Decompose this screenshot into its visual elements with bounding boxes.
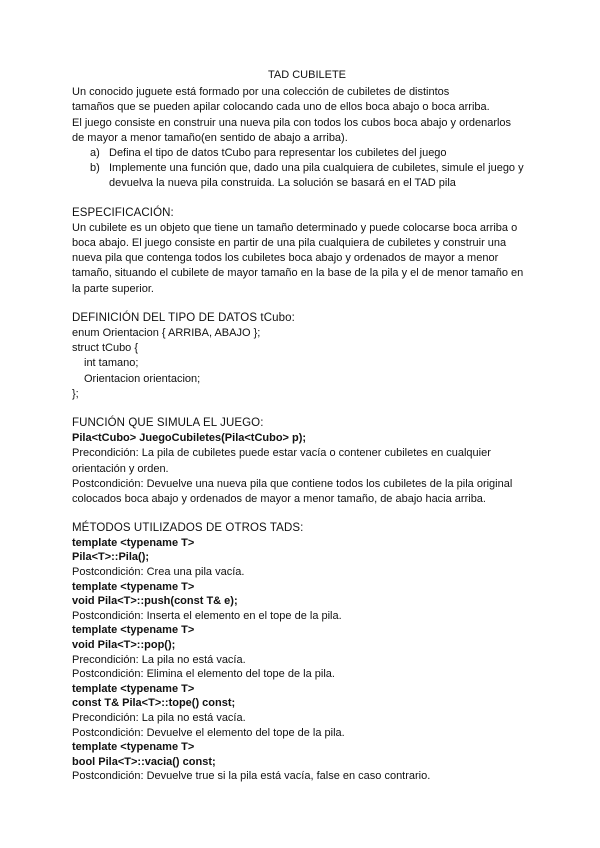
- function-signature: Pila<tCubo> JuegoCubiletes(Pila<tCubo> p);: [72, 432, 307, 445]
- method-signature-line: template <typename T>: [72, 682, 195, 695]
- task-text: Defina el tipo de datos tCubo para representar los cubiletes del juego: [109, 147, 447, 160]
- method-signature-line: void Pila<T>::push(const T& e);: [72, 595, 238, 608]
- method-signature-line: template <typename T>: [72, 580, 195, 593]
- task-marker: a): [90, 147, 100, 160]
- intro-line: Un conocido juguete está formado por una colección de cubiletes de distintos: [72, 86, 450, 99]
- method-description-line: Postcondición: Elimina el elemento del tope de la pila.: [72, 668, 335, 681]
- definicion-section: [72, 311, 542, 402]
- paragraph-line: boca abajo. El juego consiste en partir de una pila cualquiera de cubiletes y construir una: [72, 237, 507, 250]
- paragraph-line: tamaño, situando el cubilete de mayor tamaño en la base de la pila y el de menor tamaño en: [72, 267, 524, 280]
- funcion-section: [72, 416, 542, 507]
- method-description-line: Postcondición: Inserta el elemento en el tope de la pila.: [72, 609, 342, 622]
- method-signature-line: Pila<T>::Pila();: [72, 551, 150, 564]
- task-item-a: [72, 146, 542, 161]
- method-description-line: Precondición: La pila no está vacía.: [72, 653, 246, 666]
- section-heading: FUNCIÓN QUE SIMULA EL JUEGO:: [72, 417, 264, 430]
- task-text: Implemente una función que, dado una pila cualquiera de cubiletes, simule el juego y: [109, 162, 524, 175]
- section-heading: DEFINICIÓN DEL TIPO DE DATOS tCubo:: [72, 311, 295, 324]
- task-item-b: [72, 161, 542, 191]
- especificacion-section: [72, 206, 542, 297]
- method-signature-line: const T& Pila<T>::tope() const;: [72, 697, 236, 710]
- task-list: [72, 146, 542, 192]
- method-description-line: Postcondición: Devuelve el elemento del tope de la pila.: [72, 726, 345, 739]
- document-page: [72, 68, 542, 784]
- method-description-line: Postcondición: Devuelve true si la pila está vacía, false en caso contrario.: [72, 770, 431, 783]
- intro-line: de mayor a menor tamaño(en sentido de abajo a arriba).: [72, 131, 348, 144]
- method-signature-line: bool Pila<T>::vacia() const;: [72, 755, 216, 768]
- paragraph-line: Precondición: La pila de cubiletes puede estar vacía o contener cubiletes en cualquier: [72, 447, 491, 460]
- paragraph-line: colocados boca abajo y ordenados de mayor a menor tamaño, de abajo hacia arriba.: [72, 493, 486, 506]
- paragraph-line: orientación y orden.: [72, 462, 169, 475]
- code-line: int tamano;: [84, 357, 139, 370]
- code-line: Orientacion orientacion;: [84, 372, 201, 385]
- metodos-section: [72, 521, 542, 784]
- method-signature-line: template <typename T>: [72, 741, 195, 754]
- paragraph-line: Postcondición: Devuelve una nueva pila que contiene todos los cubiletes de la pila original: [72, 477, 513, 490]
- method-description-line: Postcondición: Crea una pila vacía.: [72, 566, 245, 579]
- paragraph-line: nueva pila que contenga todos los cubiletes boca abajo y ordenados de mayor a menor: [72, 252, 499, 265]
- code-line: enum Orientacion { ARRIBA, ABAJO };: [72, 327, 261, 340]
- code-line: struct tCubo {: [72, 342, 139, 355]
- task-marker: b): [90, 162, 100, 175]
- method-signature-line: template <typename T>: [72, 624, 195, 637]
- section-heading: ESPECIFICACIÓN:: [72, 206, 174, 219]
- section-heading: MÉTODOS UTILIZADOS DE OTROS TADS:: [72, 522, 304, 535]
- intro-paragraph: [72, 85, 542, 146]
- code-line: };: [72, 387, 79, 400]
- method-signature-line: template <typename T>: [72, 536, 195, 549]
- intro-line: tamaños que se pueden apilar colocando cada uno de ellos boca abajo o boca arriba.: [72, 101, 490, 114]
- paragraph-line: Un cubilete es un objeto que tiene un tamaño determinado y puede colocarse boca arriba o: [72, 221, 518, 234]
- page-title: TAD CUBILETE: [267, 69, 347, 81]
- task-text: devuelva la nueva pila construida. La solución se basará en el TAD pila: [109, 177, 456, 190]
- method-description-line: Precondición: La pila no está vacía.: [72, 712, 246, 724]
- methods-list: [72, 536, 542, 784]
- method-signature-line: void Pila<T>::pop();: [72, 639, 176, 652]
- intro-line: El juego consiste en construir una nueva pila con todos los cubos boca abajo y ordenarlos: [72, 116, 512, 129]
- paragraph-line: la parte superior.: [72, 282, 154, 295]
